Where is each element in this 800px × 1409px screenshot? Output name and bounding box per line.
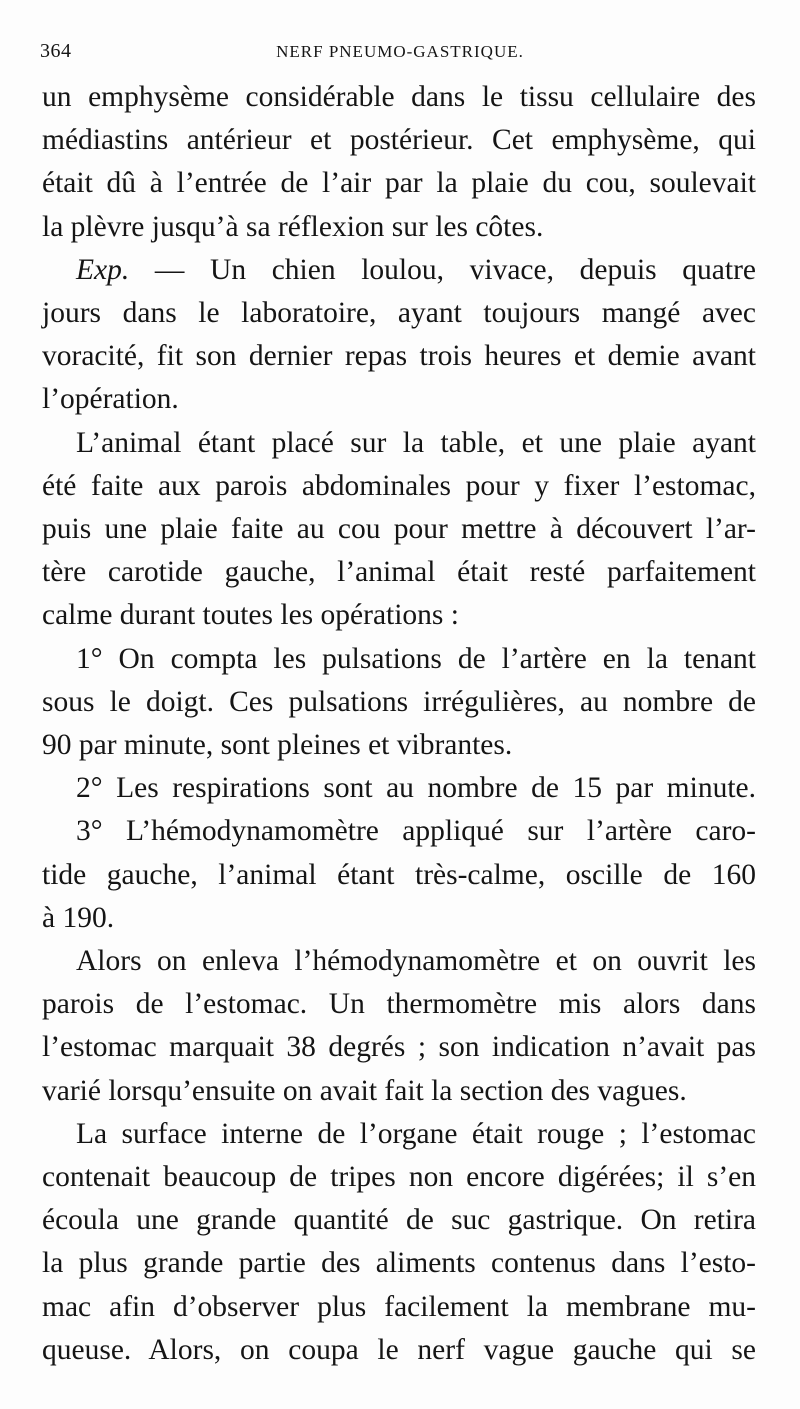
text-line: un emphysème considérable dans le tissu cellulaire des xyxy=(42,81,756,113)
text-line: médiastins antérieur et postérieur. Cet emphysème, qui xyxy=(42,124,756,157)
paragraph-end xyxy=(42,1070,756,1113)
text-line: 3° L’hémodynamomètre appliqué sur l’artère caro- xyxy=(76,815,756,848)
text-line: — Un chien loulou, vivace, depuis quatre xyxy=(129,253,756,286)
text-line: la plèvre jusqu’à sa réflexion sur les côtes. xyxy=(42,210,544,243)
paragraph-continuation xyxy=(42,76,756,206)
text-line: queuse. Alors, on coupa le nerf vague gauche qui se xyxy=(42,1333,756,1366)
numbered-item-1-end xyxy=(42,724,756,767)
experiment-label: Exp. xyxy=(76,253,130,286)
paragraph xyxy=(42,940,756,983)
text-line: à 190. xyxy=(42,901,115,934)
text-line: était dû à l’entrée de l’air par la plaie du cou, soulevait xyxy=(42,167,756,200)
numbered-item-3 xyxy=(42,810,756,853)
text-line: L’animal étant placé sur la table, et une plaie ayant xyxy=(76,426,756,459)
numbered-item-1-cont xyxy=(42,681,756,724)
text-line: 90 par minute, sont pleines et vibrantes. xyxy=(42,729,513,762)
text-line: Alors on enleva l’hémodynamomètre et on ouvrit les xyxy=(76,945,756,978)
numbered-item-1 xyxy=(42,638,756,681)
text-line: parois de l’estomac. Un thermomètre mis alors dans xyxy=(42,988,756,1021)
text-line: puis une plaie faite au cou pour mettre à découvert l’ar- xyxy=(42,513,756,546)
numbered-item-3-cont xyxy=(42,854,756,897)
text-line: écoula une grande quantité de suc gastrique. On retira xyxy=(42,1204,756,1237)
running-title: NERF PNEUMO-GASTRIQUE. xyxy=(276,42,524,61)
body-text xyxy=(42,76,756,1372)
numbered-item-2 xyxy=(42,767,756,810)
paragraph-end xyxy=(42,594,756,637)
text-line: 1° On compta les pulsations de l’artère en la tenant xyxy=(76,642,756,675)
paragraph xyxy=(42,422,756,465)
text-line: été faite aux parois abdominales pour y fixer l’estomac, xyxy=(42,469,756,502)
text-line: voracité, fit son dernier repas trois heures et demie avant xyxy=(42,340,756,373)
text-line: l’opération. xyxy=(42,383,179,416)
text-line: La surface interne de l’organe était rouge ; l’estomac xyxy=(76,1117,756,1150)
text-line: la plus grande partie des aliments contenus dans l’esto- xyxy=(42,1247,756,1280)
paragraph-cont xyxy=(42,1156,756,1372)
text-line: contenait beaucoup de tripes non encore digérées; il s’en xyxy=(42,1161,756,1194)
paragraph-experiment-cont xyxy=(42,292,756,378)
page-header xyxy=(40,40,760,62)
text-line: jours dans le laboratoire, ayant toujours mangé avec xyxy=(42,297,756,330)
paragraph-experiment-end xyxy=(42,378,756,421)
paragraph-cont xyxy=(42,465,756,595)
text-line: mac afin d’observer plus facilement la membrane mu- xyxy=(42,1290,756,1323)
paragraph-continuation-end xyxy=(42,206,756,249)
paragraph xyxy=(42,1113,756,1156)
text-line: tère carotide gauche, l’animal était resté parfaitement xyxy=(42,556,756,589)
text-line: tide gauche, l’animal étant très-calme, oscille de 160 xyxy=(42,858,756,891)
text-line: varié lorsqu’ensuite on avait fait la section des vagues. xyxy=(42,1074,687,1107)
text-line: l’estomac marquait 38 degrés ; son indication n’avait pas xyxy=(42,1031,756,1064)
text-line: sous le doigt. Ces pulsations irrégulières, au nombre de xyxy=(42,685,756,718)
page-number: 364 xyxy=(40,40,72,62)
numbered-item-3-end xyxy=(42,897,756,940)
paragraph-cont xyxy=(42,983,756,1069)
paragraph-experiment xyxy=(42,249,756,292)
text-line: calme durant toutes les opérations : xyxy=(42,599,459,632)
text-line: 2° Les respirations sont au nombre de 15 par minute. xyxy=(76,772,756,805)
